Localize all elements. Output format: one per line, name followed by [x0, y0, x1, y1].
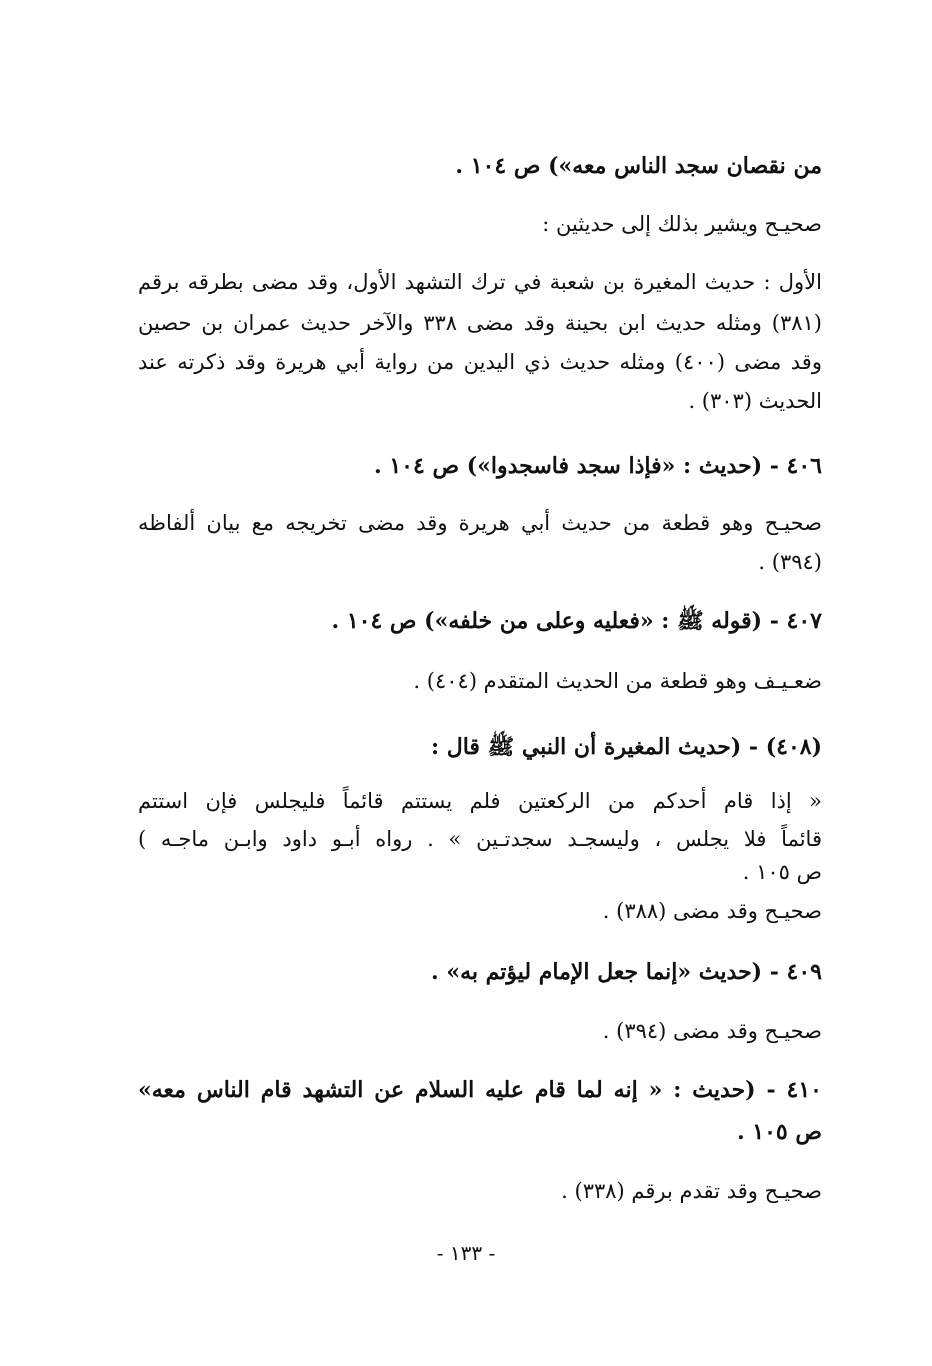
- hadith-heading-410-cont: ص ١٠٥ .: [736, 1119, 822, 1145]
- paragraph-line: وقد مضى (٤٠٠) ومثله حديث ذي اليدين من رواية أبي هريرة وقد ذكرته عند: [138, 350, 822, 374]
- hadith-text-line: قائماً فلا يجلس ، وليسجـد سجدتـين » . رواه أبـو داود وابـن ماجـه ): [138, 827, 822, 851]
- hadith-heading-409: ٤٠٩ - (حديث «إنما جعل الإمام ليؤتم به» .: [431, 959, 822, 985]
- hadith-text-line: « إذا قام أحدكم من الركعتين فلم يستتم قائماً فليجلس فإن استتم: [138, 789, 822, 813]
- paragraph-line: (٣٨١) ومثله حديث ابن بحينة وقد مضى ٣٣٨ والآخر حديث عمران بن حصين: [138, 311, 822, 335]
- grading-line: صحيـح وقد مضى (٣٨٨) .: [602, 899, 822, 923]
- grading-line: صحيـح وقد تقدم برقم (٣٣٨) .: [561, 1179, 822, 1203]
- hadith-text-line: ص ١٠٥ .: [742, 860, 822, 884]
- continuation-line: من نقصان سجد الناس معه») ص ١٠٤ .: [455, 153, 822, 179]
- hadith-heading-406: ٤٠٦ - (حديث : «فإذا سجد فاسجدوا») ص ١٠٤ .: [374, 453, 822, 479]
- grading-line: صحيـح وقد مضى (٣٩٤) .: [602, 1019, 822, 1043]
- hadith-heading-410: ٤١٠ - (حديث : « إنه لما قام عليه السلام عن التشهد قام الناس معه»: [138, 1077, 822, 1103]
- paragraph-line: الحديث (٣٠٣) .: [688, 389, 822, 413]
- grading-line: صحيـح وهو قطعة من حديث أبي هريرة وقد مضى تخريجه مع بيان ألفاظه: [138, 511, 822, 535]
- page-number: - ١٣٣ -: [436, 1241, 496, 1265]
- paragraph-line: الأول : حديث المغيرة بن شعبة في ترك التشهد الأول، وقد مضى بطرقه برقم: [138, 270, 822, 294]
- hadith-heading-408: (٤٠٨) - (حديث المغيرة أن النبي ﷺ قال :: [430, 734, 822, 760]
- hadith-heading-407: ٤٠٧ - (قوله ﷺ : «فعليه وعلى من خلفه») ص ١٠٤ .: [331, 608, 822, 634]
- grading-line: صحيـح ويشير بذلك إلى حديثين :: [542, 212, 822, 236]
- grading-line: ضعـيـف وهو قطعة من الحديث المتقدم (٤٠٤) .: [413, 669, 822, 693]
- grading-line: (٣٩٤) .: [758, 550, 822, 574]
